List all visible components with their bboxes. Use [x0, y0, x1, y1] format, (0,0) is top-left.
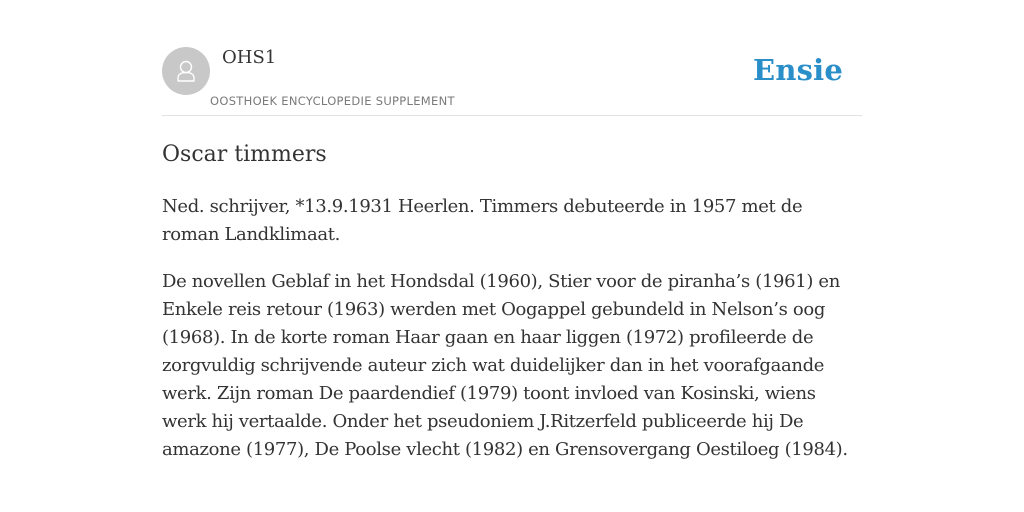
- author-name[interactable]: OHS1: [222, 47, 277, 68]
- source-label[interactable]: OOSTHOEK ENCYCLOPEDIE SUPPLEMENT: [210, 94, 455, 108]
- article-header: [162, 47, 862, 116]
- user-icon: [171, 56, 201, 86]
- article-title: Oscar timmers: [162, 142, 327, 167]
- article-paragraph-2: De novellen Geblaf in het Hondsdal (1960), Stier voor de piranha’s (1961) en Enkele reis retour (1963) werden met Oogappel gebundeld in Nelson’s oog (1968). In de korte roman Haar gaan en haar liggen (1972) profileerde de zorgvuldig schrijvende auteur zich wat duidelijker dan in het voorafgaande werk. Zijn roman De paardendief (1979) toont invloed van Kosinski, wiens werk hij vertaalde. Onder het pseudoniem J.Ritzerfeld publiceerde hij De amazone (1977), De Poolse vlecht (1982) en Grensovergang Oestiloeg (1984).: [162, 271, 848, 460]
- article-paragraph-1: Ned. schrijver, *13.9.1931 Heerlen. Timmers debuteerde in 1957 met de roman Landklimaat.: [162, 196, 803, 245]
- brand-logo[interactable]: Ensie: [753, 53, 843, 87]
- article-card: [162, 47, 862, 464]
- author-avatar[interactable]: [162, 47, 210, 95]
